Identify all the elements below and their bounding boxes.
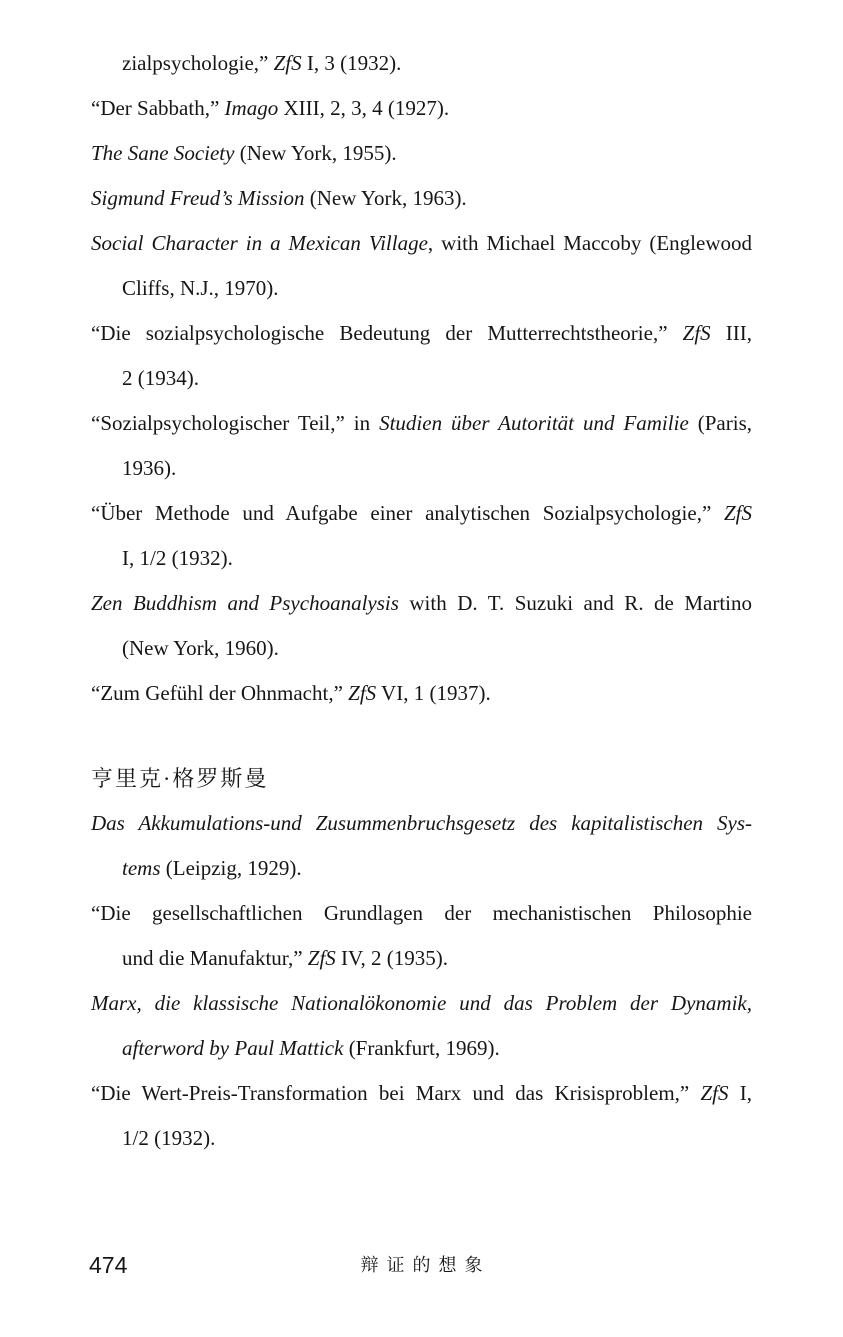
text-run: 1936). [122, 456, 177, 480]
text-run: (Paris, [688, 411, 752, 435]
bibliography-line [91, 846, 752, 891]
bibliography-line [91, 1071, 752, 1116]
text-run: “Die Wert-Preis-Transformation bei Marx und das Krisisproblem,” [91, 1081, 701, 1105]
text-run: “Der Sabbath,” [91, 96, 225, 120]
italic-text-run: tems [122, 856, 161, 880]
bibliography-line [91, 311, 752, 356]
page-number: 474 [89, 1252, 128, 1278]
italic-text-run: Marx, die klassische Nationalökonomie und das Problem der Dynamik, [91, 991, 752, 1015]
bibliography-entry [91, 801, 752, 891]
bibliography-entry [91, 1071, 752, 1161]
bibliography [91, 41, 752, 1161]
text-run: Cliffs, N.J., 1970). [122, 276, 279, 300]
text-run: “Sozialpsychologischer Teil,” in [91, 411, 380, 435]
bibliography-line [91, 86, 752, 131]
text-run: (New York, 1960). [122, 636, 279, 660]
italic-text-run: ZfS [348, 681, 377, 705]
bibliography-line [91, 536, 752, 581]
italic-text-run: The Sane Society [91, 141, 235, 165]
bibliography-line [91, 1116, 752, 1161]
text-run: IV, 2 (1935). [335, 946, 448, 970]
italic-text-run: Studien über Autorität und Familie [379, 411, 689, 435]
bibliography-line [91, 176, 752, 221]
text-run: , with Michael Maccoby (Englewood [427, 231, 752, 255]
bibliography-line [91, 446, 752, 491]
text-run: “Die gesellschaftlichen Grundlagen der mechanistischen Philosophie [91, 901, 752, 925]
bibliography-entry [91, 86, 752, 131]
bibliography-entry [91, 891, 752, 981]
italic-text-run: ZfS [682, 321, 711, 345]
text-run: zialpsychologie,” [122, 51, 274, 75]
bibliography-entry [91, 491, 752, 581]
running-title: 辩证的想象 [360, 1255, 491, 1275]
text-run: VI, 1 (1937). [376, 681, 491, 705]
bibliography-line [91, 41, 752, 86]
italic-text-run: Sigmund Freud’s Mission [91, 186, 305, 210]
bibliography-line [91, 401, 752, 446]
bibliography-entry [91, 981, 752, 1071]
bibliography-line [91, 936, 752, 981]
bibliography-entry [91, 221, 752, 311]
bibliography-line [91, 266, 752, 311]
bibliography-line [91, 1026, 752, 1071]
italic-text-run: ZfS [700, 1081, 729, 1105]
bibliography-entry [91, 176, 752, 221]
text-run: (New York, 1955). [234, 141, 397, 165]
text-run: (Leipzig, 1929). [160, 856, 302, 880]
italic-text-run: Das Akkumulations-und Zusummenbruchsgesetz des kapitalistischen Sys- [91, 811, 752, 835]
bibliography-line [91, 891, 752, 936]
bibliography-line [91, 626, 752, 671]
bibliography-entry [91, 41, 752, 86]
bibliography-line [91, 981, 752, 1026]
bibliography-line [91, 801, 752, 846]
bibliography-line [91, 491, 752, 536]
italic-text-run: ZfS [273, 51, 302, 75]
bibliography-entry [91, 401, 752, 491]
italic-text-run: ZfS [723, 501, 752, 525]
italic-text-run: Social Character in a Mexican Village [91, 231, 428, 255]
section-heading: 亨里克·格罗斯曼 [91, 766, 269, 791]
italic-text-run: Zen Buddhism and Psychoanalysis [91, 591, 399, 615]
text-run: 2 (1934). [122, 366, 199, 390]
text-run: III, [710, 321, 752, 345]
text-run: I, [728, 1081, 752, 1105]
text-run: “Zum Gefühl der Ohnmacht,” [91, 681, 349, 705]
text-run: XIII, 2, 3, 4 (1927). [278, 96, 450, 120]
bibliography-entry [91, 311, 752, 401]
text-run: (Frankfurt, 1969). [343, 1036, 500, 1060]
bibliography-entry [91, 671, 752, 716]
text-run: I, 3 (1932). [301, 51, 402, 75]
bibliography-line [91, 581, 752, 626]
text-run: (New York, 1963). [304, 186, 467, 210]
italic-text-run: ZfS [307, 946, 336, 970]
text-run: “Die sozialpsychologische Bedeutung der Mutterrechtstheorie,” [91, 321, 683, 345]
bibliography-line [91, 131, 752, 176]
text-run: I, 1/2 (1932). [122, 546, 233, 570]
bibliography-line [91, 356, 752, 401]
bibliography-line [91, 221, 752, 266]
bibliography-entry [91, 581, 752, 671]
italic-text-run: afterword by Paul Mattick [122, 1036, 344, 1060]
text-run: with D. T. Suzuki and R. de Martino [398, 591, 752, 615]
text-run: “Über Methode und Aufgabe einer analytischen Sozialpsychologie,” [91, 501, 724, 525]
text-run: und die Manufaktur,” [122, 946, 308, 970]
bibliography-entry [91, 131, 752, 176]
text-run: 1/2 (1932). [122, 1126, 216, 1150]
bibliography-line [91, 671, 752, 716]
italic-text-run: Imago [224, 96, 279, 120]
